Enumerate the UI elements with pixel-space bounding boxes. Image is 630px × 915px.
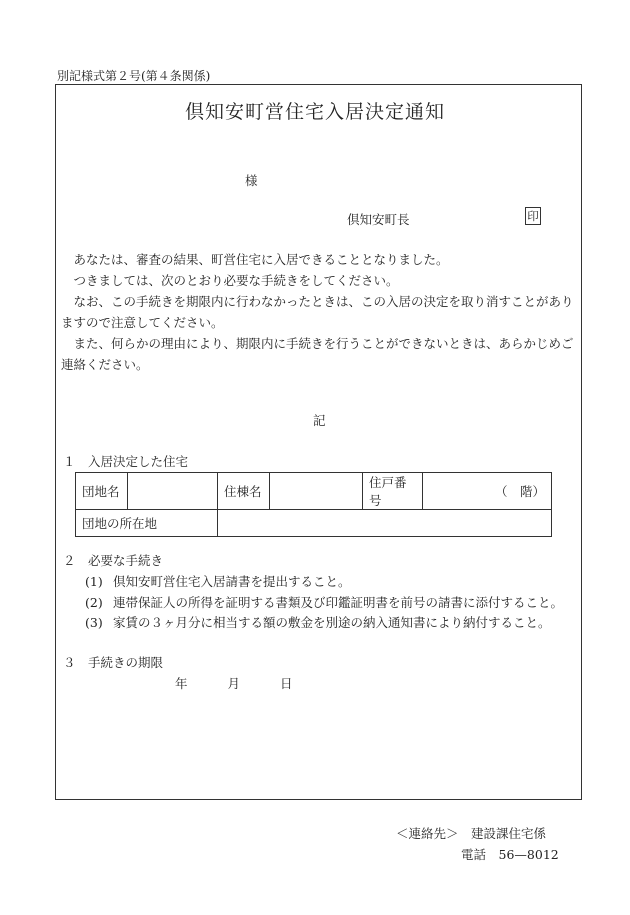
table-row — [76, 510, 552, 537]
addressee-honorific: 様 — [245, 173, 258, 188]
phone-number: 56—8012 — [498, 847, 559, 862]
item-number: (3) — [85, 615, 103, 630]
item-text: 倶知安町営住宅入居請書を提出すること。 — [113, 574, 351, 589]
procedure-item-1 — [85, 572, 351, 590]
deadline-date — [175, 674, 293, 692]
body-paragraph-4 — [61, 333, 581, 375]
unit-label: 住戸番号 — [363, 473, 423, 510]
form-number-label: 別記様式第２号(第４条関係) — [57, 69, 211, 83]
paragraph-text: なお、この手続きを期限内に行わなかったときは、この入居の決定を取り消すことがありますので注意してください。 — [61, 294, 574, 330]
sender-name: 倶知安町長 — [347, 212, 410, 227]
day-label: 日 — [280, 676, 293, 691]
location-label: 団地の所在地 — [76, 510, 218, 537]
body-paragraph-2 — [61, 270, 581, 291]
section-1-heading: １ 入居決定した住宅 — [63, 454, 189, 469]
item-text: 連帯保証人の所得を証明する書類及び印鑑証明書を前号の請書に添付すること。 — [113, 595, 564, 610]
procedure-item-3 — [85, 613, 551, 631]
building-value[interactable] — [270, 473, 363, 510]
location-value[interactable] — [218, 510, 552, 537]
item-text: 家賃の３ヶ月分に相当する額の敷金を別途の納入通知書により納付すること。 — [113, 615, 551, 630]
phone-label: 電話 — [461, 847, 487, 862]
year-label: 年 — [175, 676, 188, 691]
month-label: 月 — [227, 676, 241, 691]
seal-mark: 印 — [525, 207, 541, 225]
danchi-value[interactable] — [128, 473, 218, 510]
document-title: 倶知安町営住宅入居決定通知 — [184, 101, 445, 123]
paragraph-text: また、何らかの理由により、期限内に手続きを行うことができないときは、あらかじめご連絡ください。 — [61, 336, 574, 372]
ki-heading: 記 — [313, 413, 326, 428]
housing-table — [75, 472, 552, 537]
section-3-heading: ３ 手続きの期限 — [63, 655, 164, 670]
contact-line — [396, 824, 546, 842]
paragraph-text: つきましては、次のとおり必要な手続きをしてください。 — [73, 273, 399, 288]
procedure-item-2 — [85, 593, 563, 611]
building-label: 住棟名 — [218, 473, 270, 510]
body-paragraph-3 — [61, 291, 581, 333]
body-paragraph-1 — [61, 249, 581, 270]
contact-dept: 建設課住宅係 — [471, 826, 547, 841]
notice-frame — [55, 84, 582, 800]
item-number: (2) — [85, 595, 103, 610]
unit-floor-value[interactable] — [423, 473, 552, 510]
section-2-heading: ２ 必要な手続き — [63, 553, 164, 568]
item-number: (1) — [85, 574, 103, 589]
floor-text: （ 階） — [494, 484, 545, 499]
danchi-label: 団地名 — [76, 473, 128, 510]
table-row — [76, 473, 552, 510]
paragraph-text: あなたは、審査の結果、町営住宅に入居できることとなりました。 — [73, 252, 449, 267]
contact-label: ＜連絡先＞ — [396, 826, 459, 841]
phone-line — [461, 845, 559, 863]
